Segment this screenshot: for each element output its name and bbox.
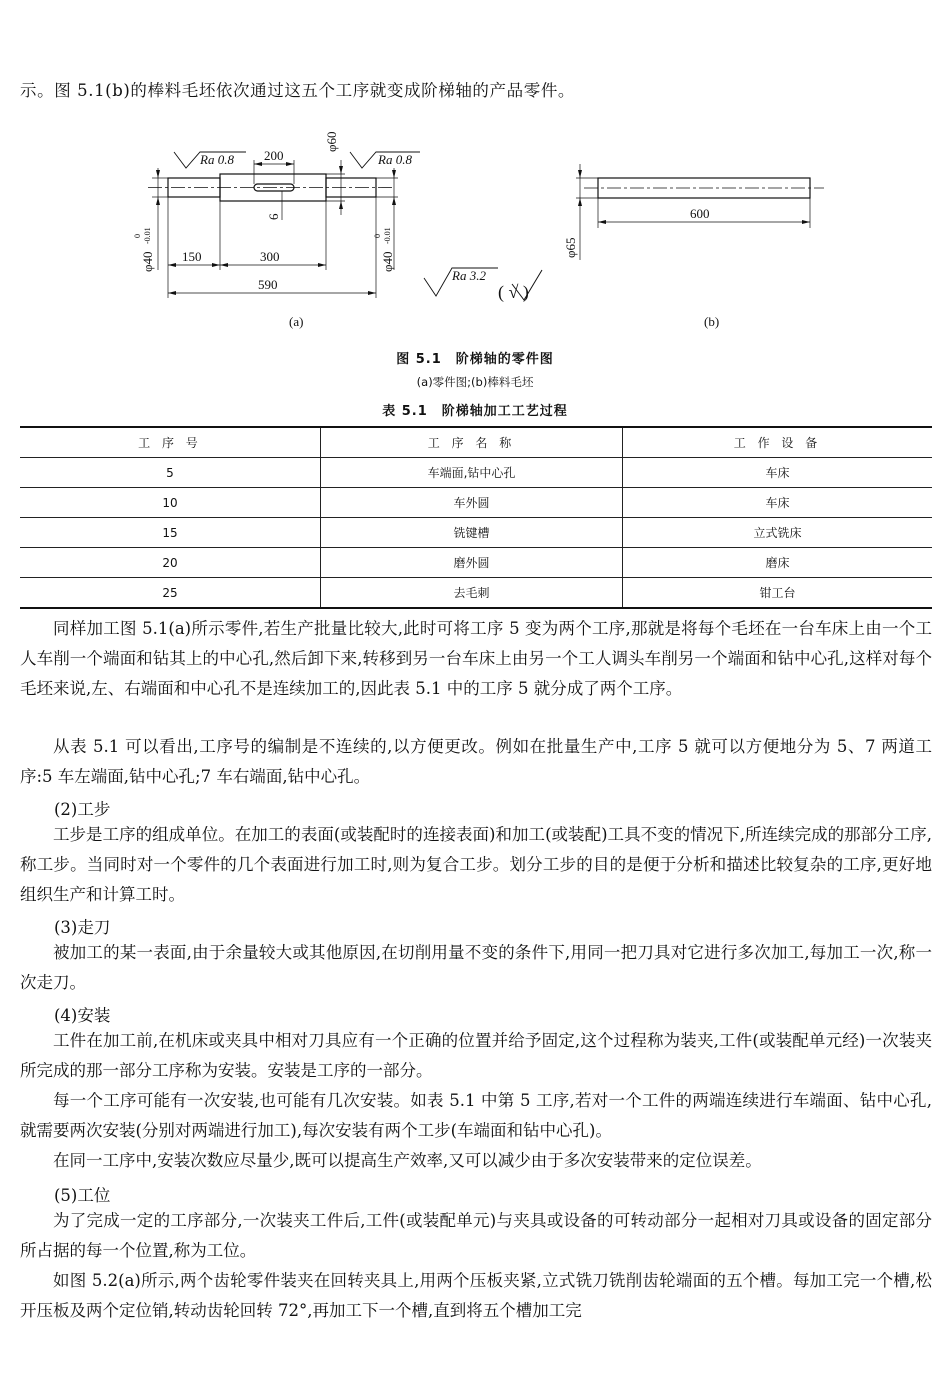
tol-upper-right: 0 [373, 234, 382, 238]
ra-general-label: Ra 3.2 [452, 268, 486, 283]
cell-step-no: 25 [20, 578, 321, 609]
heading-position: (5)工位 [54, 1186, 111, 1205]
dim-phi40-left: φ40 [140, 251, 155, 272]
cell-step-name: 磨外圆 [321, 548, 623, 578]
paragraph-5: 工件在加工前,在机床或夹具中相对刀具应有一个正确的位置并给予固定,这个过程称为装夹,工件(或装配单元经)一次装夹所完成的那一部分工序称为安装。安装是工序的一部分。 [20, 1031, 932, 1080]
heading-pass: (3)走刀 [54, 918, 111, 937]
cell-step-name: 去毛刺 [321, 578, 623, 609]
table-header-row [20, 427, 932, 458]
heading-setup: (4)安装 [54, 1006, 111, 1025]
paragraph-1: 同样加工图 5.1(a)所示零件,若生产批量比较大,此时可将工序 5 变为两个工序,那就是将每个毛坯在一台车床上由一个工人车削一个端面和钻其上的中心孔,然后卸下来,转移到另一台车床上由另一个工人调头车削另一个端面和钻中心孔,这样对每个毛坯来说,左、右端面和中心孔不是连续加工的,因此表 5.1 中的工序 5 就分成了两个工序。 [20, 619, 932, 698]
paragraph-3: 工步是工序的组成单位。在加工的表面(或装配时的连接表面)和加工(或装配)工具不变的情况下,所连续完成的那部分工序,称工步。当同时对一个零件的几个表面进行加工时,则为复合工步。划分工步的目的是便于分析和描述比较复杂的工序,更好地组织生产和计算工时。 [20, 825, 932, 904]
table-row [20, 518, 932, 548]
cell-step-name: 车端面,钻中心孔 [321, 458, 623, 488]
tol-upper-left: 0 [133, 234, 142, 238]
figure-5-1 [0, 120, 950, 340]
tol-lower-left: -0.01 [143, 227, 152, 244]
paragraph-6: 每一个工序可能有一次安装,也可能有几次安装。如表 5.1 中第 5 工序,若对一个工件的两端连续进行车端面、钻中心孔,就需要两次安装(分别对两端进行加工),每次安装有两个工步(车端面和钻中心孔)。 [20, 1091, 932, 1140]
cell-step-no: 20 [20, 548, 321, 578]
ra-right-label: Ra 0.8 [378, 152, 412, 167]
ra-check-label: ( √ ) [498, 282, 529, 302]
intro-line: 示。图 5.1(b)的棒料毛坯依次通过这五个工序就变成阶梯轴的产品零件。 [20, 81, 576, 100]
tol-lower-right: -0.01 [383, 227, 392, 244]
paragraph-9: 如图 5.2(a)所示,两个齿轮零件装夹在回转夹具上,用两个压板夹紧,立式铣刀铣削齿轮端面的五个槽。每加工完一个槽,松开压板及两个定位销,转动齿轮回转 72°,再加工下一个槽,直到将五个槽加工完 [20, 1271, 932, 1320]
cell-equipment: 立式铣床 [623, 518, 933, 548]
cell-step-no: 10 [20, 488, 321, 518]
dim-6: 6 [266, 213, 281, 220]
cell-equipment: 车床 [623, 488, 933, 518]
table-row [20, 548, 932, 578]
dim-phi65: φ65 [563, 237, 578, 258]
cell-step-no: 5 [20, 458, 321, 488]
paragraph-2: 从表 5.1 可以看出,工序号的编制是不连续的,以方便更改。例如在批量生产中,工序 5 就可以方便地分为 5、7 两道工序:5 车左端面,钻中心孔;7 车右端面,钻中心孔。 [20, 737, 932, 786]
cell-step-name: 铣键槽 [321, 518, 623, 548]
paragraph-8: 为了完成一定的工序部分,一次装夹工件后,工件(或装配单元)与夹具或设备的可转动部分一起相对刀具或设备的固定部分所占据的每一个位置,称为工位。 [20, 1211, 932, 1260]
cell-step-no: 15 [20, 518, 321, 548]
table-title: 表 5.1 阶梯轴加工工艺过程 [382, 404, 568, 419]
process-table [20, 426, 932, 609]
cell-step-name: 车外圆 [321, 488, 623, 518]
heading-step: (2)工步 [54, 800, 111, 819]
paragraph-7: 在同一工序中,安装次数应尽量少,既可以提高生产效率,又可以减少由于多次安装带来的定位误差。 [53, 1151, 762, 1170]
dim-phi60: φ60 [324, 131, 339, 152]
dim-phi40-right: φ40 [380, 251, 395, 272]
cell-equipment: 磨床 [623, 548, 933, 578]
part-a-label: (a) [289, 314, 304, 329]
paragraph-4: 被加工的某一表面,由于余量较大或其他原因,在切削用量不变的条件下,用同一把刀具对它进行多次加工,每加工一次,称一次走刀。 [20, 943, 932, 992]
table-row [20, 578, 932, 609]
ra-left-label: Ra 0.8 [200, 152, 234, 167]
dim-590: 590 [258, 277, 278, 292]
col-header-step-name: 工 序 名 称 [321, 427, 623, 458]
figure-caption: 图 5.1 阶梯轴的零件图 [396, 352, 554, 367]
cell-equipment: 车床 [623, 458, 933, 488]
col-header-equipment: 工 作 设 备 [623, 427, 933, 458]
cell-equipment: 钳工台 [623, 578, 933, 609]
col-header-step-no: 工 序 号 [20, 427, 321, 458]
dim-300: 300 [260, 249, 280, 264]
table-row [20, 458, 932, 488]
part-b-label: (b) [704, 314, 720, 329]
table-row [20, 488, 932, 518]
dim-600: 600 [690, 206, 710, 221]
dim-200: 200 [264, 148, 284, 163]
figure-subcaption: (a)零件图;(b)棒料毛坯 [416, 375, 534, 389]
dim-150: 150 [182, 249, 202, 264]
arrowheads [156, 162, 396, 295]
